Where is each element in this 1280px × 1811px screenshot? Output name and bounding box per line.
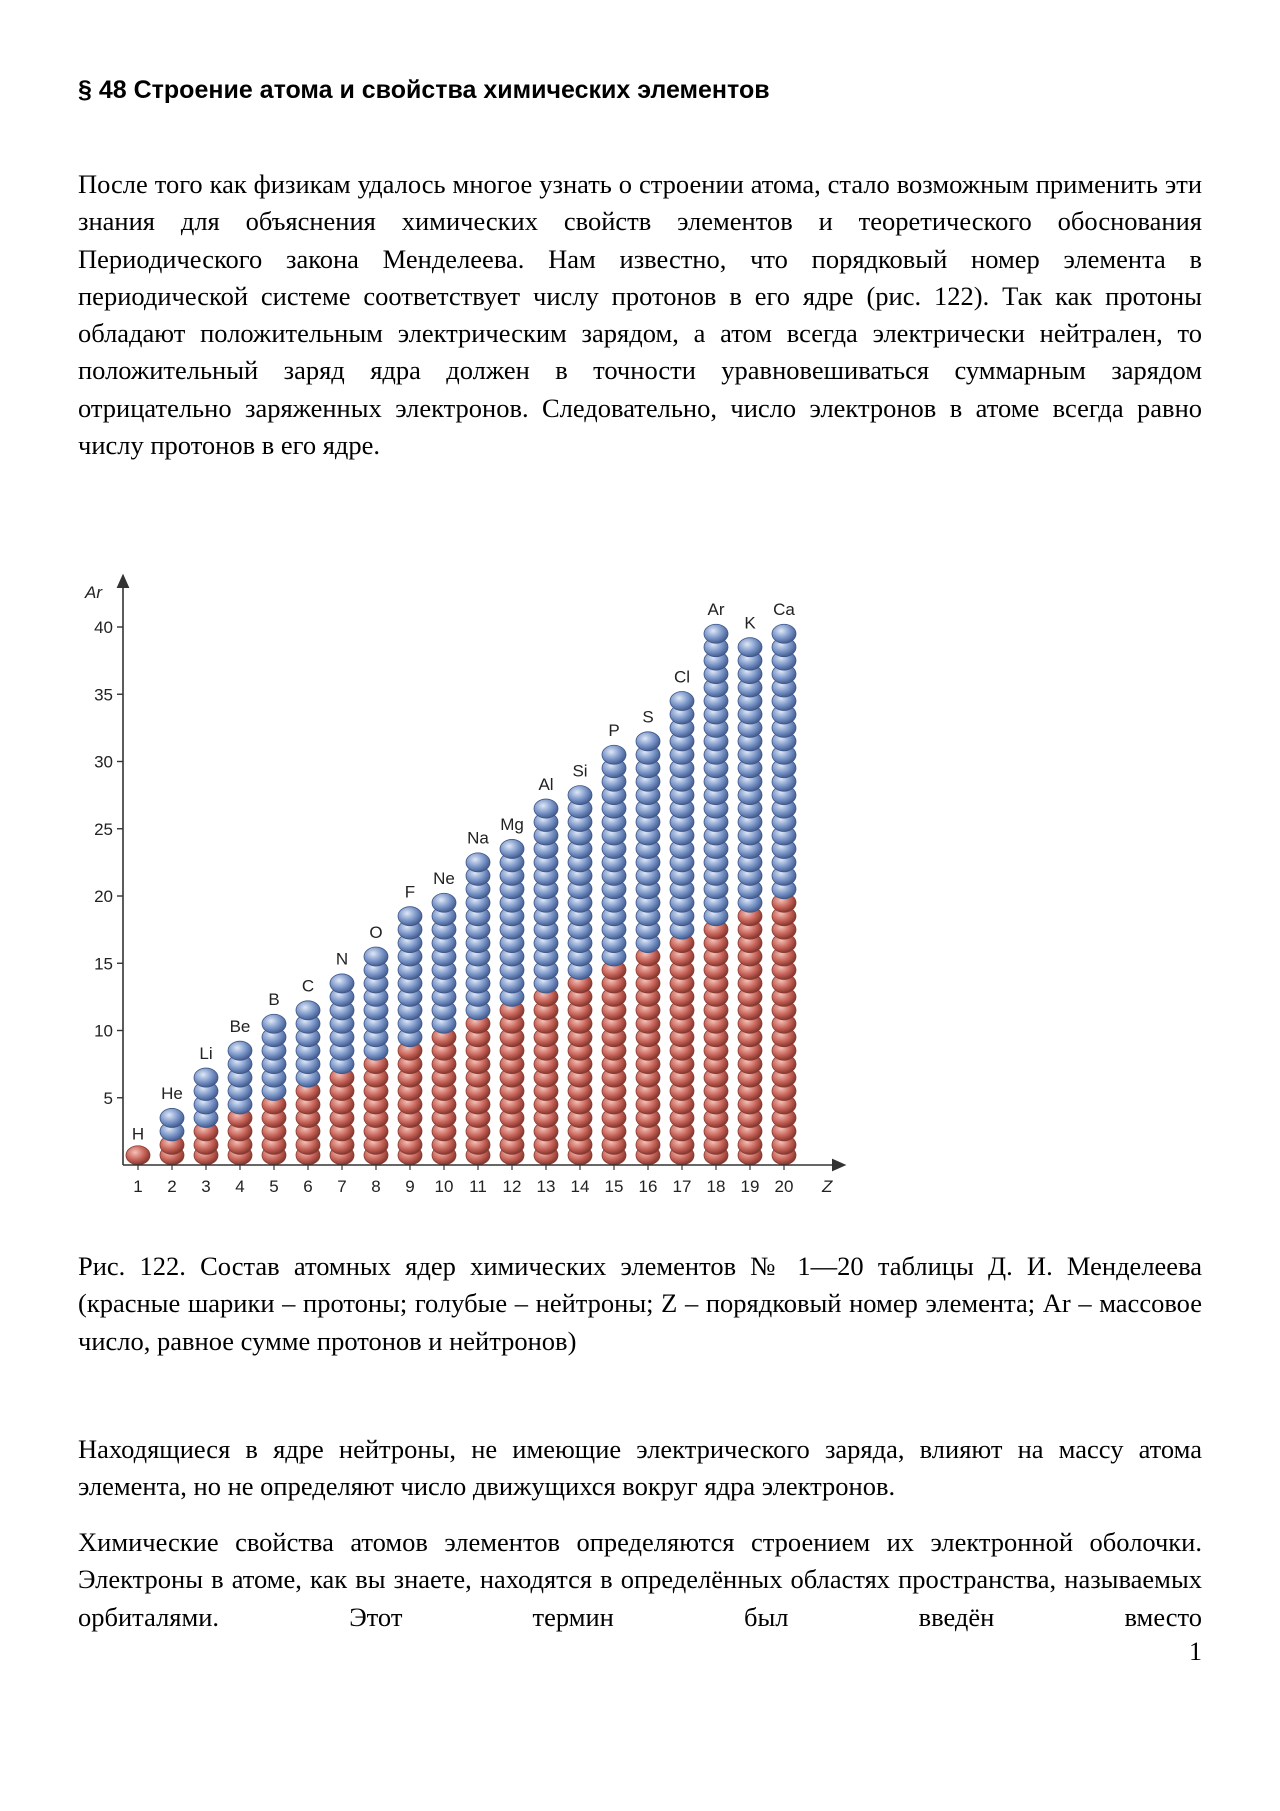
- y-tick-label: 5: [103, 1088, 113, 1108]
- x-tick-label: 14: [570, 1177, 590, 1196]
- section-heading: § 48 Строение атома и свойства химических элементов: [78, 76, 770, 104]
- neutron-ball: [568, 786, 592, 805]
- element-label: Al: [538, 774, 554, 794]
- x-tick-label: 9: [405, 1177, 415, 1196]
- x-tick-label: 16: [638, 1177, 658, 1196]
- element-label: Li: [199, 1043, 213, 1063]
- element-label: S: [642, 707, 654, 727]
- y-tick-label: 15: [94, 954, 113, 974]
- x-tick-label: 19: [740, 1177, 760, 1196]
- y-axis-label: Ar: [85, 583, 102, 602]
- element-label: Ca: [773, 600, 795, 619]
- neutron-ball: [772, 624, 796, 643]
- x-axis-label: Z: [822, 1177, 833, 1196]
- neutron-ball: [602, 745, 626, 764]
- figure-122: [70, 570, 870, 1220]
- y-tick-label: 35: [94, 685, 113, 705]
- element-label: K: [744, 613, 756, 633]
- intro-paragraph: После того как физикам удалось многое узнать о строении атома, стало возможным применить эти знания для объяснения химических свойств элементов и теоретического обоснования Периодического закона Менделеева. Нам известно, что порядковый номер элемента в периодической системе соответствует числу протонов в его ядре (рис. 122). Так как протоны обладают положительным электрическим зарядом, а атом всегда электрически нейтрален, то положительный заряд ядра должен в точности уравновешиваться суммарным зарядом отрицательно заряженных электронов. Следовательно, число электронов в атоме всегда равно числу протонов в его ядре.: [78, 169, 1202, 461]
- neutron-ball: [262, 1014, 286, 1033]
- element-label: Ne: [433, 869, 455, 888]
- x-tick-label: 4: [235, 1177, 245, 1196]
- neutron-ball: [160, 1108, 184, 1127]
- neutron-ball: [432, 893, 456, 912]
- y-tick-label: 25: [94, 819, 113, 839]
- element-label: Si: [572, 761, 588, 781]
- neutron-ball: [500, 839, 524, 858]
- neutron-ball: [534, 799, 558, 818]
- page-number: 1: [1189, 1637, 1202, 1666]
- element-label: B: [268, 990, 280, 1010]
- nucleus-composition-chart: [70, 570, 870, 1220]
- neutron-ball: [228, 1041, 252, 1060]
- x-tick-label: 5: [269, 1177, 279, 1196]
- element-label: O: [369, 922, 383, 942]
- neutron-ball: [398, 907, 422, 926]
- x-tick-label: 12: [502, 1177, 522, 1196]
- neutron-ball: [466, 853, 490, 872]
- x-tick-label: 18: [706, 1177, 726, 1196]
- element-label: P: [608, 721, 620, 741]
- element-label: C: [301, 976, 315, 996]
- element-label: Cl: [673, 667, 691, 687]
- proton-ball: [126, 1146, 150, 1165]
- x-tick-label: 10: [434, 1177, 454, 1196]
- x-tick-label: 7: [337, 1177, 347, 1196]
- element-label: Ar: [707, 600, 725, 619]
- neutron-ball: [194, 1068, 218, 1087]
- figure-caption: Рис. 122. Состав атомных ядер химических элементов № 1—20 таблицы Д. И. Менделеева (красные шарики – протоны; голубые – нейтроны; Z – порядковый номер элемента; Ar – массовое число, равное сумме протонов и нейтронов): [78, 1251, 1202, 1356]
- y-tick-label: 30: [94, 752, 113, 772]
- x-tick-label: 20: [774, 1177, 794, 1196]
- neutron-ball: [636, 732, 660, 751]
- neutron-ball: [330, 974, 354, 993]
- element-label: Be: [229, 1016, 251, 1036]
- element-label: Na: [467, 828, 489, 848]
- orbitals-paragraph: Химические свойства атомов элементов определяются строением их электронной оболочки. Электроны в атоме, как вы знаете, находятся в определённых областях пространства, называемых орбиталями. Этот термин был введён вместо: [78, 1527, 1202, 1632]
- x-tick-label: 15: [604, 1177, 624, 1196]
- x-tick-label: 11: [469, 1177, 487, 1196]
- element-label: F: [404, 882, 416, 902]
- y-tick-label: 10: [94, 1021, 113, 1041]
- y-tick-label: 40: [94, 618, 113, 637]
- x-tick-label: 6: [303, 1177, 313, 1196]
- x-tick-label: 8: [371, 1177, 381, 1196]
- neutron-ball: [364, 947, 388, 966]
- element-label: Mg: [500, 815, 524, 835]
- x-tick-label: 1: [133, 1177, 143, 1196]
- element-label: H: [131, 1124, 145, 1144]
- neutron-ball: [296, 1001, 320, 1020]
- x-tick-label: 13: [536, 1177, 556, 1196]
- y-tick-label: 20: [94, 887, 113, 906]
- x-tick-label: 2: [167, 1177, 177, 1196]
- neutron-ball: [670, 691, 694, 710]
- element-label: He: [161, 1084, 183, 1104]
- x-tick-label: 17: [672, 1177, 692, 1196]
- neutrons-paragraph: Находящиеся в ядре нейтроны, не имеющие электрического заряда, влияют на массу атома элемента, но не определяют число движущихся вокруг ядра электронов.: [78, 1434, 1202, 1502]
- neutron-ball: [738, 638, 762, 657]
- element-label: N: [335, 949, 349, 969]
- x-tick-label: 3: [201, 1177, 211, 1196]
- neutron-ball: [704, 624, 728, 643]
